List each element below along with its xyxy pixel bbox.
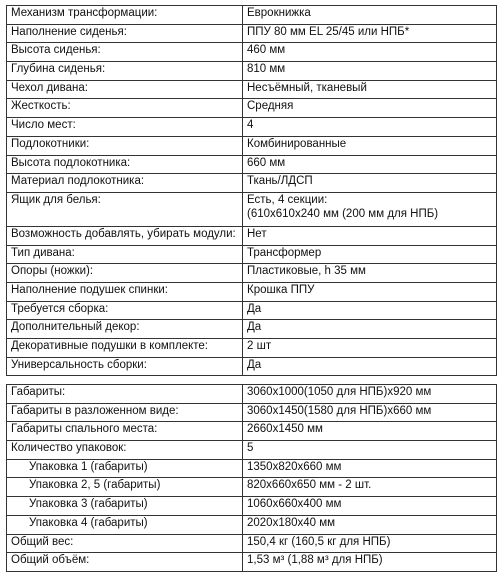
table-row — [7, 192, 497, 226]
spec-label: Дополнительный декор: — [7, 320, 243, 339]
table-row — [7, 24, 497, 43]
table-row — [7, 43, 497, 62]
package-label: Упаковка 3 (габариты) — [7, 497, 243, 516]
table-row — [7, 320, 497, 339]
table-row — [7, 339, 497, 358]
spec-value: Комбинированные — [243, 136, 497, 155]
table-row — [7, 6, 497, 25]
table-row — [7, 155, 497, 174]
dimension-value: 820х660х650 мм - 2 шт. — [243, 478, 497, 497]
spec-label: Глубина сиденья: — [7, 62, 243, 81]
spec-label: Опоры (ножки): — [7, 264, 243, 283]
dimension-value: 3060х1000(1050 для НПБ)х920 мм — [243, 385, 497, 404]
table-row — [7, 99, 497, 118]
dimension-label: Количество упаковок: — [7, 441, 243, 460]
spec-label: Высота сиденья: — [7, 43, 243, 62]
table-row — [7, 534, 497, 553]
spec-value: Крошка ППУ — [243, 282, 497, 301]
table-row — [7, 553, 497, 572]
spec-label: Наполнение сиденья: — [7, 24, 243, 43]
spec-value: 660 мм — [243, 155, 497, 174]
table-row — [7, 441, 497, 460]
table-row — [7, 422, 497, 441]
package-label: Упаковка 1 (габариты) — [7, 459, 243, 478]
package-label: Упаковка 2, 5 (габариты) — [7, 478, 243, 497]
table-row — [7, 459, 497, 478]
table-row — [7, 497, 497, 516]
table-row — [7, 118, 497, 137]
dimension-value: 1,53 м³ (1,88 м³ для НПБ) — [243, 553, 497, 572]
spec-value: 2 шт — [243, 339, 497, 358]
spec-value: Да — [243, 357, 497, 376]
table-row — [7, 478, 497, 497]
spec-value: Да — [243, 320, 497, 339]
dimensions-table — [6, 384, 497, 572]
table-row — [7, 282, 497, 301]
package-label: Упаковка 4 (габариты) — [7, 515, 243, 534]
spec-label: Подлокотники: — [7, 136, 243, 155]
table-row — [7, 174, 497, 193]
spec-label: Декоративные подушки в комплекте: — [7, 339, 243, 358]
spec-value: 4 — [243, 118, 497, 137]
spec-value: ППУ 80 мм EL 25/45 или НПБ* — [243, 24, 497, 43]
dimension-label: Общий объём: — [7, 553, 243, 572]
dimension-label: Габариты: — [7, 385, 243, 404]
spec-value: Да — [243, 301, 497, 320]
table-row — [7, 515, 497, 534]
table-row — [7, 226, 497, 245]
dimension-value: 150,4 кг (160,5 кг для НПБ) — [243, 534, 497, 553]
spec-label: Чехол дивана: — [7, 80, 243, 99]
spec-label: Высота подлокотника: — [7, 155, 243, 174]
dimension-value: 1350х820х660 мм — [243, 459, 497, 478]
table-row — [7, 385, 497, 404]
dimension-value: 1060х660х400 мм — [243, 497, 497, 516]
table-row — [7, 245, 497, 264]
spec-label: Число мест: — [7, 118, 243, 137]
spec-value: 460 мм — [243, 43, 497, 62]
dimension-value: 3060х1450(1580 для НПБ)х660 мм — [243, 403, 497, 422]
dimension-value: 2660х1450 мм — [243, 422, 497, 441]
spec-value — [243, 192, 497, 226]
spec-value: Нет — [243, 226, 497, 245]
specs-table — [6, 5, 497, 376]
dimension-label: Габариты в разложенном виде: — [7, 403, 243, 422]
spec-label: Универсальность сборки: — [7, 357, 243, 376]
table-row — [7, 264, 497, 283]
spec-label: Требуется сборка: — [7, 301, 243, 320]
table-row — [7, 357, 497, 376]
spec-value: Еврокнижка — [243, 6, 497, 25]
spec-value: 810 мм — [243, 62, 497, 81]
spec-value: Несъёмный, тканевый — [243, 80, 497, 99]
spec-label: Возможность добавлять, убирать модули: — [7, 226, 243, 245]
dimension-value: 5 — [243, 441, 497, 460]
spec-value: Пластиковые, h 35 мм — [243, 264, 497, 283]
table-row — [7, 80, 497, 99]
table-row — [7, 136, 497, 155]
dimension-label: Общий вес: — [7, 534, 243, 553]
spec-label: Тип дивана: — [7, 245, 243, 264]
dimension-value: 2020х180х40 мм — [243, 515, 497, 534]
spec-label: Ящик для белья: — [7, 192, 243, 226]
spec-value: Трансформер — [243, 245, 497, 264]
spec-label: Механизм трансформации: — [7, 6, 243, 25]
spec-value-line: Есть, 4 секции: — [247, 193, 328, 206]
spec-value: Ткань/ЛДСП — [243, 174, 497, 193]
dimension-label: Габариты спального места: — [7, 422, 243, 441]
spec-value: Средняя — [243, 99, 497, 118]
table-row — [7, 403, 497, 422]
spec-value-line: (610х610х240 мм (200 мм для НПБ) — [247, 207, 439, 220]
table-row — [7, 301, 497, 320]
spec-label: Наполнение подушек спинки: — [7, 282, 243, 301]
spec-label: Материал подлокотника: — [7, 174, 243, 193]
spec-label: Жесткость: — [7, 99, 243, 118]
table-row — [7, 62, 497, 81]
